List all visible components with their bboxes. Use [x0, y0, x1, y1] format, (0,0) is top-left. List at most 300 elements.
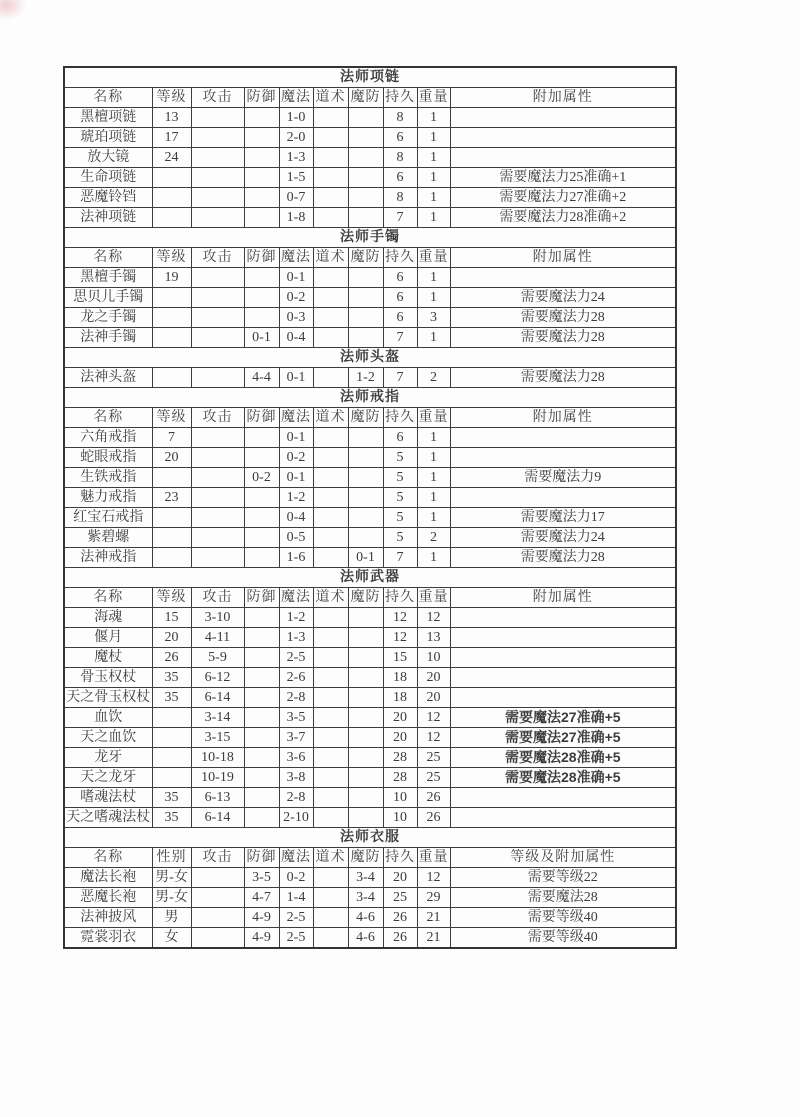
item-stat-cell — [313, 368, 348, 388]
item-stat-cell: 20 — [383, 708, 417, 728]
column-header-row — [64, 248, 676, 268]
item-name-cell: 法神头盔 — [64, 368, 152, 388]
item-stat-cell: 需要等级22 — [450, 868, 676, 888]
item-stat-cell — [152, 368, 191, 388]
column-header-cell: 攻击 — [191, 408, 244, 428]
item-stat-cell — [244, 448, 279, 468]
item-row — [64, 668, 676, 688]
item-stat-cell: 5 — [383, 448, 417, 468]
column-header-cell: 魔法 — [279, 408, 313, 428]
section-title: 法师戒指 — [64, 388, 676, 408]
item-stat-cell — [450, 448, 676, 468]
item-stat-cell: 4-7 — [244, 888, 279, 908]
item-stat-cell — [244, 728, 279, 748]
item-name-cell: 恶魔长袍 — [64, 888, 152, 908]
item-stat-cell: 1-4 — [279, 888, 313, 908]
item-stat-cell: 1-3 — [279, 628, 313, 648]
item-stat-cell: 15 — [152, 608, 191, 628]
item-stat-cell — [244, 188, 279, 208]
item-stat-cell: 2-5 — [279, 928, 313, 949]
item-name-cell: 恶魔铃铛 — [64, 188, 152, 208]
item-stat-cell — [313, 928, 348, 949]
item-stat-cell — [152, 548, 191, 568]
item-stat-cell: 2-8 — [279, 688, 313, 708]
item-stat-cell — [348, 748, 383, 768]
item-stat-cell: 0-2 — [279, 288, 313, 308]
item-stat-cell — [152, 208, 191, 228]
item-row — [64, 908, 676, 928]
item-stat-cell: 0-3 — [279, 308, 313, 328]
column-header-cell: 魔防 — [348, 848, 383, 868]
item-stat-cell: 5 — [383, 508, 417, 528]
item-row — [64, 448, 676, 468]
column-header-cell: 防御 — [244, 588, 279, 608]
item-stat-cell — [313, 908, 348, 928]
item-stat-cell — [152, 728, 191, 748]
item-stat-cell — [191, 448, 244, 468]
item-stat-cell — [152, 768, 191, 788]
item-stat-cell: 3-4 — [348, 868, 383, 888]
item-stat-cell — [244, 628, 279, 648]
item-row — [64, 188, 676, 208]
column-header-cell: 攻击 — [191, 848, 244, 868]
item-stat-cell: 需要魔法力9 — [450, 468, 676, 488]
column-header-cell: 重量 — [417, 248, 450, 268]
item-stat-cell: 2-5 — [279, 908, 313, 928]
item-stat-cell: 0-4 — [279, 328, 313, 348]
item-stat-cell: 25 — [417, 748, 450, 768]
item-stat-cell — [348, 328, 383, 348]
item-stat-cell: 5 — [383, 488, 417, 508]
item-name-cell: 法神披风 — [64, 908, 152, 928]
item-stat-cell — [348, 168, 383, 188]
item-row — [64, 508, 676, 528]
item-stat-cell — [450, 688, 676, 708]
column-header-cell: 防御 — [244, 408, 279, 428]
item-name-cell: 紫碧螺 — [64, 528, 152, 548]
item-stat-cell — [191, 908, 244, 928]
item-name-cell: 红宝石戒指 — [64, 508, 152, 528]
item-stat-cell — [313, 148, 348, 168]
item-stat-cell — [191, 328, 244, 348]
item-stat-cell: 1 — [417, 488, 450, 508]
item-stat-cell: 10-19 — [191, 768, 244, 788]
item-stat-cell: 23 — [152, 488, 191, 508]
item-stat-cell: 需要魔法27准确+5 — [450, 708, 676, 728]
item-stat-cell: 10 — [383, 788, 417, 808]
column-header-cell: 攻击 — [191, 88, 244, 108]
item-row — [64, 108, 676, 128]
section-title: 法师手镯 — [64, 228, 676, 248]
item-stat-cell: 需要魔法28 — [450, 888, 676, 908]
item-stat-cell: 0-1 — [279, 468, 313, 488]
item-stat-cell — [450, 128, 676, 148]
item-stat-cell — [313, 308, 348, 328]
item-name-cell: 放大镜 — [64, 148, 152, 168]
item-stat-cell: 需要魔法力24 — [450, 288, 676, 308]
item-stat-cell: 4-11 — [191, 628, 244, 648]
column-header-cell: 防御 — [244, 248, 279, 268]
item-stat-cell — [244, 548, 279, 568]
column-header-cell: 魔防 — [348, 588, 383, 608]
item-row — [64, 208, 676, 228]
item-row — [64, 468, 676, 488]
item-stat-cell: 6 — [383, 128, 417, 148]
item-stat-cell: 4-9 — [244, 928, 279, 949]
item-stat-cell: 12 — [417, 708, 450, 728]
item-stat-cell: 1 — [417, 188, 450, 208]
item-row — [64, 888, 676, 908]
item-stat-cell: 需要魔法力17 — [450, 508, 676, 528]
column-header-cell: 持久 — [383, 88, 417, 108]
item-stat-cell: 2 — [417, 368, 450, 388]
item-stat-cell: 20 — [383, 868, 417, 888]
column-header-cell: 等级及附加属性 — [450, 848, 676, 868]
item-stat-cell — [348, 288, 383, 308]
item-stat-cell — [191, 528, 244, 548]
item-stat-cell — [348, 448, 383, 468]
section-title-row — [64, 388, 676, 408]
item-stat-cell: 18 — [383, 668, 417, 688]
item-stat-cell — [348, 768, 383, 788]
item-stat-cell: 1 — [417, 108, 450, 128]
item-stat-cell: 18 — [383, 688, 417, 708]
column-header-cell: 魔法 — [279, 88, 313, 108]
item-stat-cell: 7 — [152, 428, 191, 448]
item-stat-cell: 6-13 — [191, 788, 244, 808]
item-row — [64, 488, 676, 508]
item-stat-cell — [450, 788, 676, 808]
item-stat-cell: 12 — [383, 628, 417, 648]
item-stat-cell — [348, 488, 383, 508]
item-name-cell: 天之血饮 — [64, 728, 152, 748]
column-header-cell: 道术 — [313, 248, 348, 268]
item-name-cell: 蛇眼戒指 — [64, 448, 152, 468]
item-stat-cell — [313, 448, 348, 468]
item-stat-cell — [244, 148, 279, 168]
item-stat-cell: 26 — [383, 908, 417, 928]
item-stat-cell: 20 — [152, 448, 191, 468]
item-stat-cell: 6-12 — [191, 668, 244, 688]
item-name-cell: 思贝儿手镯 — [64, 288, 152, 308]
item-stat-cell: 8 — [383, 108, 417, 128]
equipment-table — [63, 66, 677, 949]
item-stat-cell: 21 — [417, 908, 450, 928]
item-name-cell: 龙牙 — [64, 748, 152, 768]
item-stat-cell — [450, 428, 676, 448]
item-stat-cell — [313, 748, 348, 768]
item-stat-cell — [450, 488, 676, 508]
column-header-cell: 重量 — [417, 848, 450, 868]
item-stat-cell: 3-4 — [348, 888, 383, 908]
item-stat-cell: 1-2 — [279, 608, 313, 628]
item-stat-cell — [191, 428, 244, 448]
item-stat-cell: 7 — [383, 548, 417, 568]
column-header-cell: 等级 — [152, 588, 191, 608]
item-stat-cell: 2-0 — [279, 128, 313, 148]
item-row — [64, 808, 676, 828]
item-stat-cell — [348, 628, 383, 648]
item-stat-cell: 28 — [383, 768, 417, 788]
item-stat-cell — [244, 788, 279, 808]
item-stat-cell: 13 — [152, 108, 191, 128]
column-header-cell: 防御 — [244, 848, 279, 868]
item-stat-cell — [450, 628, 676, 648]
section-title-row — [64, 348, 676, 368]
column-header-cell: 魔防 — [348, 248, 383, 268]
item-stat-cell: 25 — [383, 888, 417, 908]
item-stat-cell — [313, 428, 348, 448]
item-stat-cell — [348, 208, 383, 228]
section-title: 法师衣服 — [64, 828, 676, 848]
item-stat-cell: 12 — [417, 868, 450, 888]
item-stat-cell — [313, 488, 348, 508]
column-header-cell: 性别 — [152, 848, 191, 868]
item-stat-cell: 1 — [417, 328, 450, 348]
item-stat-cell: 1-3 — [279, 148, 313, 168]
item-stat-cell: 20 — [152, 628, 191, 648]
column-header-cell: 道术 — [313, 588, 348, 608]
item-stat-cell: 0-1 — [279, 368, 313, 388]
equipment-table-body — [64, 67, 676, 948]
item-row — [64, 788, 676, 808]
item-stat-cell: 需要魔法力28 — [450, 308, 676, 328]
column-header-cell: 等级 — [152, 88, 191, 108]
column-header-cell: 名称 — [64, 88, 152, 108]
item-stat-cell — [191, 928, 244, 949]
column-header-cell: 附加属性 — [450, 588, 676, 608]
item-stat-cell: 1-8 — [279, 208, 313, 228]
item-stat-cell: 12 — [383, 608, 417, 628]
item-stat-cell — [191, 288, 244, 308]
item-stat-cell: 3-14 — [191, 708, 244, 728]
item-stat-cell — [313, 548, 348, 568]
item-row — [64, 768, 676, 788]
item-stat-cell — [450, 148, 676, 168]
item-stat-cell: 3-6 — [279, 748, 313, 768]
item-stat-cell: 1 — [417, 168, 450, 188]
column-header-cell: 重量 — [417, 588, 450, 608]
item-stat-cell — [348, 148, 383, 168]
item-stat-cell — [313, 768, 348, 788]
item-stat-cell — [191, 548, 244, 568]
item-stat-cell — [191, 268, 244, 288]
item-stat-cell: 1 — [417, 268, 450, 288]
item-stat-cell: 0-1 — [279, 428, 313, 448]
column-header-cell: 等级 — [152, 248, 191, 268]
item-name-cell: 血饮 — [64, 708, 152, 728]
item-name-cell: 天之嗜魂法杖 — [64, 808, 152, 828]
item-stat-cell — [152, 308, 191, 328]
item-stat-cell — [152, 168, 191, 188]
item-stat-cell — [191, 208, 244, 228]
item-row — [64, 368, 676, 388]
item-stat-cell: 女 — [152, 928, 191, 949]
item-row — [64, 688, 676, 708]
item-stat-cell — [348, 468, 383, 488]
column-header-cell: 魔防 — [348, 88, 383, 108]
item-stat-cell — [348, 668, 383, 688]
item-stat-cell: 3-5 — [279, 708, 313, 728]
item-name-cell: 法神手镯 — [64, 328, 152, 348]
item-stat-cell: 0-1 — [348, 548, 383, 568]
item-stat-cell: 1-2 — [348, 368, 383, 388]
item-stat-cell: 4-6 — [348, 908, 383, 928]
item-stat-cell — [244, 768, 279, 788]
item-stat-cell — [348, 808, 383, 828]
item-stat-cell: 1-6 — [279, 548, 313, 568]
column-header-cell: 重量 — [417, 408, 450, 428]
item-stat-cell: 3-7 — [279, 728, 313, 748]
item-stat-cell — [313, 168, 348, 188]
item-stat-cell: 1 — [417, 148, 450, 168]
item-stat-cell — [191, 368, 244, 388]
item-stat-cell — [191, 468, 244, 488]
item-stat-cell: 需要魔法力28 — [450, 328, 676, 348]
item-row — [64, 708, 676, 728]
item-stat-cell: 需要魔法力28准确+2 — [450, 208, 676, 228]
item-stat-cell: 2-8 — [279, 788, 313, 808]
item-stat-cell: 3-15 — [191, 728, 244, 748]
item-stat-cell — [152, 468, 191, 488]
item-stat-cell — [244, 288, 279, 308]
item-name-cell: 生铁戒指 — [64, 468, 152, 488]
item-stat-cell: 1 — [417, 548, 450, 568]
item-stat-cell — [244, 428, 279, 448]
item-stat-cell: 26 — [383, 928, 417, 949]
item-row — [64, 928, 676, 949]
item-stat-cell — [244, 688, 279, 708]
item-stat-cell: 6 — [383, 428, 417, 448]
item-name-cell: 天之骨玉权杖 — [64, 688, 152, 708]
item-stat-cell — [191, 148, 244, 168]
item-stat-cell: 19 — [152, 268, 191, 288]
item-stat-cell — [450, 648, 676, 668]
item-row — [64, 308, 676, 328]
item-row — [64, 608, 676, 628]
item-stat-cell — [244, 128, 279, 148]
item-stat-cell — [348, 428, 383, 448]
item-stat-cell — [313, 628, 348, 648]
item-stat-cell — [191, 488, 244, 508]
column-header-cell: 名称 — [64, 848, 152, 868]
item-row — [64, 748, 676, 768]
column-header-cell: 道术 — [313, 408, 348, 428]
item-row — [64, 628, 676, 648]
item-stat-cell — [348, 648, 383, 668]
item-stat-cell: 17 — [152, 128, 191, 148]
item-stat-cell: 7 — [383, 208, 417, 228]
item-stat-cell — [450, 268, 676, 288]
item-stat-cell: 1-2 — [279, 488, 313, 508]
item-stat-cell: 0-2 — [279, 448, 313, 468]
item-row — [64, 168, 676, 188]
item-stat-cell — [313, 108, 348, 128]
item-stat-cell: 0-5 — [279, 528, 313, 548]
column-header-cell: 名称 — [64, 408, 152, 428]
item-stat-cell: 1-5 — [279, 168, 313, 188]
item-stat-cell: 21 — [417, 928, 450, 949]
column-header-cell: 名称 — [64, 588, 152, 608]
item-row — [64, 428, 676, 448]
column-header-cell: 附加属性 — [450, 408, 676, 428]
item-stat-cell: 35 — [152, 688, 191, 708]
item-name-cell: 魔杖 — [64, 648, 152, 668]
column-header-cell: 魔法 — [279, 588, 313, 608]
item-stat-cell — [450, 808, 676, 828]
item-stat-cell — [244, 608, 279, 628]
item-stat-cell — [348, 268, 383, 288]
item-stat-cell — [244, 168, 279, 188]
section-title-row — [64, 67, 676, 88]
item-stat-cell — [152, 288, 191, 308]
item-stat-cell — [191, 888, 244, 908]
column-header-cell: 持久 — [383, 408, 417, 428]
item-stat-cell: 5 — [383, 528, 417, 548]
item-stat-cell: 1 — [417, 128, 450, 148]
item-stat-cell: 3-5 — [244, 868, 279, 888]
item-stat-cell — [313, 788, 348, 808]
item-stat-cell — [313, 288, 348, 308]
scan-smudge-artifact — [0, 0, 26, 20]
item-stat-cell: 6 — [383, 168, 417, 188]
item-stat-cell: 2 — [417, 528, 450, 548]
item-stat-cell — [450, 668, 676, 688]
column-header-cell: 魔法 — [279, 848, 313, 868]
item-stat-cell: 3-8 — [279, 768, 313, 788]
column-header-cell: 魔法 — [279, 248, 313, 268]
item-stat-cell — [348, 728, 383, 748]
item-stat-cell: 1 — [417, 448, 450, 468]
item-name-cell: 骨玉权杖 — [64, 668, 152, 688]
item-stat-cell — [313, 688, 348, 708]
item-stat-cell — [450, 608, 676, 628]
item-stat-cell: 26 — [417, 808, 450, 828]
item-stat-cell — [313, 728, 348, 748]
item-stat-cell: 4-6 — [348, 928, 383, 949]
item-stat-cell: 5-9 — [191, 648, 244, 668]
item-stat-cell — [313, 528, 348, 548]
item-row — [64, 548, 676, 568]
item-name-cell: 嗜魂法杖 — [64, 788, 152, 808]
item-stat-cell: 0-2 — [244, 468, 279, 488]
item-stat-cell: 需要魔法力28 — [450, 548, 676, 568]
item-stat-cell: 25 — [417, 768, 450, 788]
item-stat-cell: 8 — [383, 188, 417, 208]
column-header-row — [64, 848, 676, 868]
item-stat-cell — [244, 208, 279, 228]
item-stat-cell: 需要魔法力28 — [450, 368, 676, 388]
column-header-cell: 附加属性 — [450, 248, 676, 268]
item-stat-cell: 1-0 — [279, 108, 313, 128]
item-stat-cell: 需要魔法力27准确+2 — [450, 188, 676, 208]
item-stat-cell: 4-9 — [244, 908, 279, 928]
item-name-cell: 龙之手镯 — [64, 308, 152, 328]
item-stat-cell: 2-6 — [279, 668, 313, 688]
item-stat-cell — [313, 268, 348, 288]
item-stat-cell — [348, 528, 383, 548]
item-stat-cell — [313, 648, 348, 668]
item-stat-cell — [152, 508, 191, 528]
item-stat-cell: 1 — [417, 508, 450, 528]
item-stat-cell — [191, 128, 244, 148]
item-stat-cell — [244, 108, 279, 128]
item-stat-cell: 需要魔法力25准确+1 — [450, 168, 676, 188]
item-stat-cell — [313, 868, 348, 888]
column-header-cell: 防御 — [244, 88, 279, 108]
column-header-cell: 附加属性 — [450, 88, 676, 108]
item-stat-cell: 12 — [417, 608, 450, 628]
